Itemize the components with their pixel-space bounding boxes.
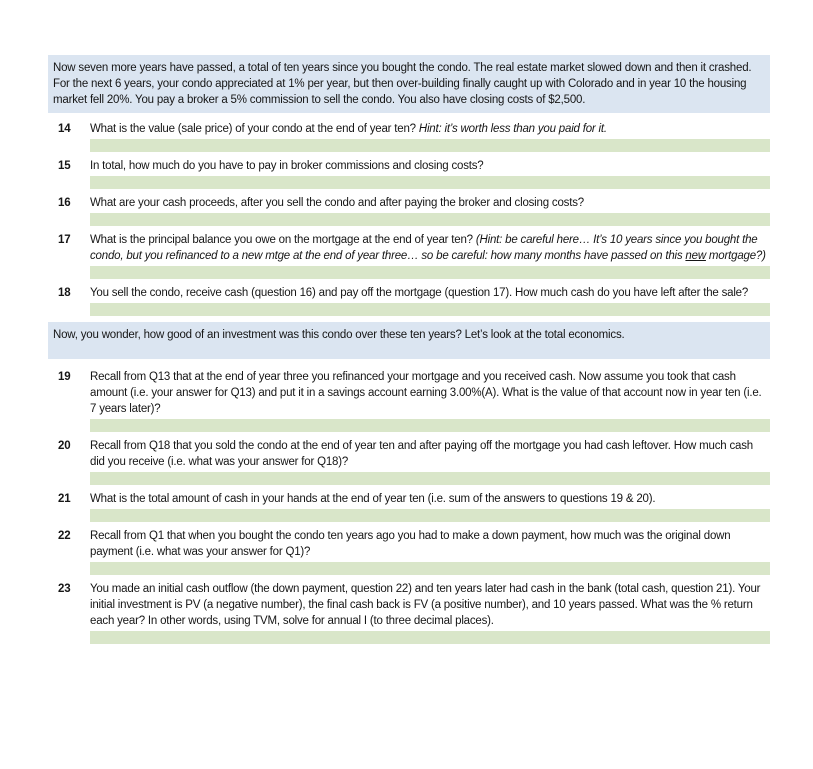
question-hint: (Hint: be careful here… It’s 10 years since you bought the condo, but you refinanced to a new mtge at the end of year three… so be careful: how many months have passed on this xyxy=(90,234,758,262)
question-number: 16 xyxy=(58,197,71,209)
question-row-16 xyxy=(48,195,770,226)
question-row-22 xyxy=(48,528,770,575)
question-row-20 xyxy=(48,438,770,485)
question-body xyxy=(90,528,770,575)
question-number: 21 xyxy=(58,493,71,505)
question-number: 17 xyxy=(58,234,71,246)
question-body xyxy=(90,158,770,189)
question-number: 20 xyxy=(58,440,71,452)
question-text xyxy=(90,232,770,264)
question-body xyxy=(90,581,770,644)
question-hint-underlined: new xyxy=(685,250,706,262)
question-row-23 xyxy=(48,581,770,644)
question-number: 18 xyxy=(58,287,71,299)
question-text xyxy=(90,528,770,560)
question-text xyxy=(90,491,770,507)
question-number: 23 xyxy=(58,583,71,595)
section-text: Now, you wonder, how good of an investment was this condo over these ten years? Let’s look at the total economics. xyxy=(53,329,625,341)
answer-field[interactable] xyxy=(90,213,770,226)
question-row-18 xyxy=(48,285,770,316)
question-hint-tail: mortgage?) xyxy=(705,250,766,262)
question-number: 14 xyxy=(58,123,71,135)
question-text xyxy=(90,438,770,470)
answer-field[interactable] xyxy=(90,419,770,432)
question-text xyxy=(90,195,770,211)
answer-field[interactable] xyxy=(90,176,770,189)
question-text xyxy=(90,158,770,174)
question-text xyxy=(90,285,770,301)
question-number: 19 xyxy=(58,371,71,383)
question-body xyxy=(90,232,770,279)
answer-field[interactable] xyxy=(90,509,770,522)
question-body xyxy=(90,195,770,226)
question-row-15 xyxy=(48,158,770,189)
question-text-main: What is the principal balance you owe on the mortgage at the end of year ten? xyxy=(90,234,473,246)
question-body xyxy=(90,491,770,522)
question-text-main: Recall from Q1 that when you bought the condo ten years ago you had to make a down payment, how much was the original down payment (i.e. what was your answer for Q1)? xyxy=(90,530,731,558)
question-group-economics xyxy=(48,369,770,644)
question-row-21 xyxy=(48,491,770,522)
intro-paragraph xyxy=(48,55,770,113)
intro-text: Now seven more years have passed, a total of ten years since you bought the condo. The real estate market slowed down and then it crashed. For the next 6 years, your condo appreciated at 1% per year, but then over-building finally caught up with Colorado and in year 10 the housing market fell 20%. You pay a broker a 5% commission to sell the condo. You also have closing costs of $2,500. xyxy=(53,62,752,106)
question-text-main: What is the value (sale price) of your condo at the end of year ten? xyxy=(90,123,416,135)
question-body xyxy=(90,369,770,432)
question-body xyxy=(90,121,770,152)
answer-field[interactable] xyxy=(90,139,770,152)
question-text-main: What is the total amount of cash in your hands at the end of year ten (i.e. sum of the answers to questions 19 & 20). xyxy=(90,493,656,505)
question-text-main: Recall from Q13 that at the end of year three you refinanced your mortgage and you received cash. Now assume you took that cash amount (i.e. your answer for Q13) and put it in a savings account earning 3.00%(A). What is the value of that account now in year ten (i.e. 7 years later)? xyxy=(90,371,762,415)
question-row-19 xyxy=(48,369,770,432)
question-text-main: What are your cash proceeds, after you sell the condo and after paying the broker and closing costs? xyxy=(90,197,584,209)
question-text-main: You sell the condo, receive cash (question 16) and pay off the mortgage (question 17). How much cash do you have left after the sale? xyxy=(90,287,749,299)
question-text xyxy=(90,121,770,137)
question-text-main: You made an initial cash outflow (the down payment, question 22) and ten years later had cash in the bank (total cash, question 21). Your initial investment is PV (a negative number), the final cash back is FV (a positive number), and 10 years passed. What was the % return each year? In other words, using TVM, solve for annual I (to three decimal places). xyxy=(90,583,761,627)
question-text-main: Recall from Q18 that you sold the condo at the end of year ten and after paying off the mortgage you had cash leftover. How much cash did you receive (i.e. what was your answer for Q18)? xyxy=(90,440,753,468)
section-paragraph xyxy=(48,322,770,359)
question-group-sale xyxy=(48,121,770,316)
answer-field[interactable] xyxy=(90,562,770,575)
question-number: 22 xyxy=(58,530,71,542)
question-text xyxy=(90,581,770,629)
question-body xyxy=(90,285,770,316)
question-number: 15 xyxy=(58,160,71,172)
question-text-main: In total, how much do you have to pay in broker commissions and closing costs? xyxy=(90,160,484,172)
question-body xyxy=(90,438,770,485)
answer-field[interactable] xyxy=(90,472,770,485)
question-text xyxy=(90,369,770,417)
question-row-17 xyxy=(48,232,770,279)
answer-field[interactable] xyxy=(90,266,770,279)
answer-field[interactable] xyxy=(90,303,770,316)
question-row-14 xyxy=(48,121,770,152)
question-hint: Hint: it’s worth less than you paid for it. xyxy=(415,123,607,135)
answer-field[interactable] xyxy=(90,631,770,644)
